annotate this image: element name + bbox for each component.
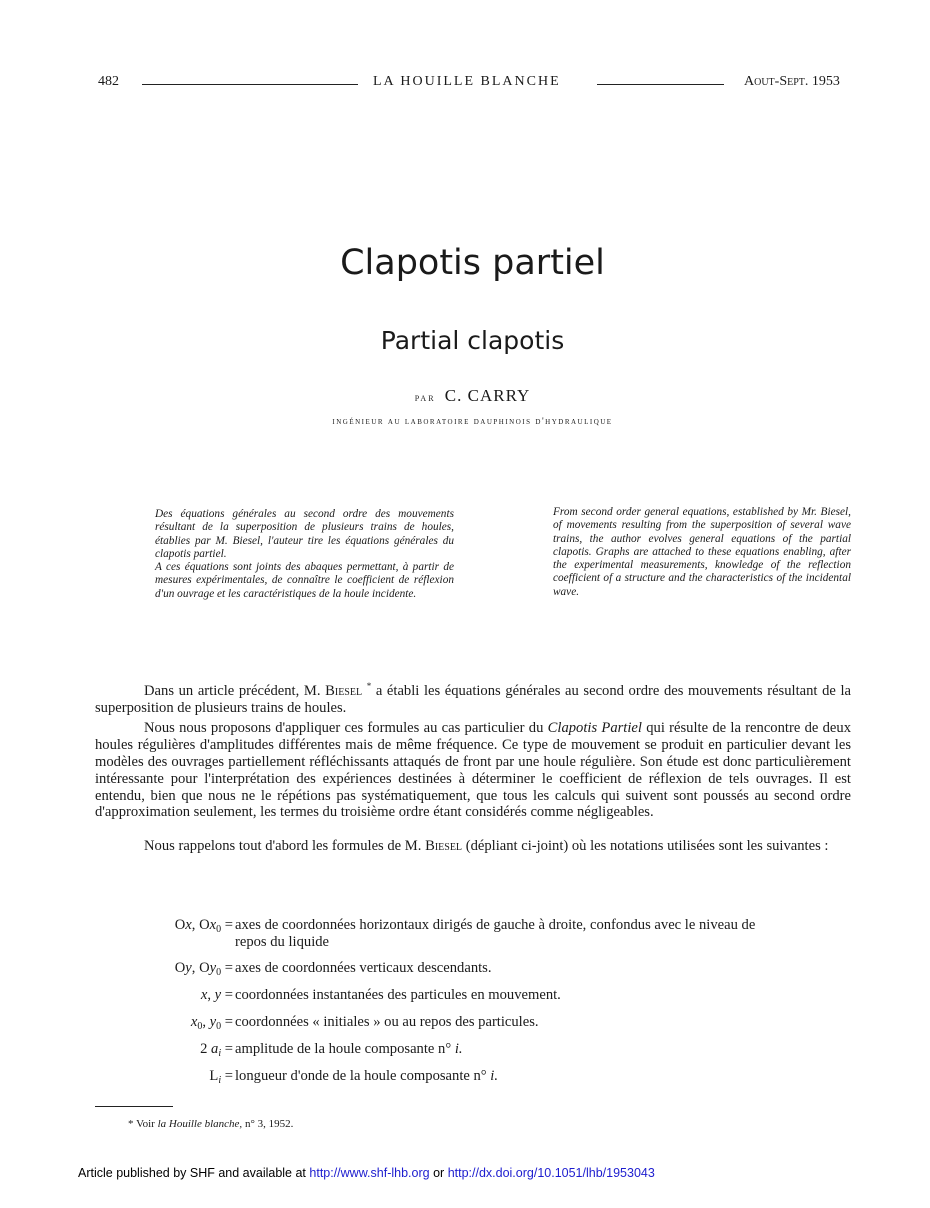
abstract-english: [553, 506, 851, 599]
notation-description: longueur d'onde de la houle composante n° i.: [235, 1068, 498, 1084]
journal-name: LA HOUILLE BLANCHE: [373, 74, 561, 89]
abstract-french-p1: Des équations générales au second ordre des mouvements résultant de la superposition de plusieurs trains de houles, établies par M. Biesel, l'auteur tire les équations générales du clapotis partiel.: [155, 508, 454, 560]
author-name: C. CARRY: [444, 386, 531, 405]
notation-description: coordonnées instantanées des particules en mouvement.: [235, 987, 561, 1003]
notation-list: [95, 917, 851, 1087]
notation-symbol: x, y =: [200, 987, 233, 1003]
footnote: * Voir la Houille blanche, n° 3, 1952.: [128, 1118, 294, 1130]
notation-description: coordonnées « initiales » ou au repos des particules.: [235, 1014, 539, 1030]
publication-note: Article published by SHF and available at http://www.shf-lhb.org or http://dx.doi.org/10.1051/lhb/1953043: [78, 1166, 655, 1180]
notation-symbol: 2 $a_i$ =: [200, 1041, 233, 1059]
term-clapotis-partiel: Clapotis Partiel: [547, 720, 642, 737]
notation-symbol: $L_i$ =: [209, 1068, 233, 1086]
notation-symbol: Oy, $Oy_0$ =: [174, 960, 233, 978]
abstract-english-text: From second order general equations, established by Mr. Biesel, of movements resulting from the superposition of several wave trains, the author evolves general equations of the partial clapotis. Graphs are attached to these equations enabling, after the experimental measurements, knowledge of the reflection coefficient of a structure and the characteristics of the incidental wave.: [553, 506, 851, 598]
notation-symbol: Ox, $Ox_0$ =: [174, 917, 233, 935]
article-subtitle: Partial clapotis: [380, 326, 565, 355]
page-number: 482: [98, 74, 119, 89]
journal-reference: la Houille blanche,: [157, 1118, 243, 1130]
abstract-french-p2: A ces équations sont joints des abaques permettant, à partir de mesures expérimentales, de connaître le coefficient de réflexion d'un ouvrage et les caractéristiques de la houle incidente.: [155, 561, 454, 600]
author-reference: Biesel: [325, 682, 363, 699]
doi-link[interactable]: http://dx.doi.org/10.1051/lhb/1953043: [447, 1166, 655, 1180]
author-prefix: par: [414, 390, 436, 404]
abstract-french: [155, 508, 454, 601]
issue-date: Aout-Sept. 1953: [744, 74, 840, 89]
paragraph-3: Nous rappelons tout d'abord les formules de M. Biesel (dépliant ci-joint) où les notations utilisées sont les suivantes :: [144, 838, 829, 855]
header-rule-left: [142, 84, 358, 85]
shf-link[interactable]: http://www.shf-lhb.org: [309, 1166, 430, 1180]
notation-symbol: $x_0$, $y_0$ =: [190, 1014, 233, 1032]
author-affiliation: ingénieur au laboratoire dauphinois d'hydraulique: [332, 417, 613, 427]
author-line: [0, 386, 930, 406]
author-reference: Biesel: [425, 838, 463, 855]
body-text: [95, 678, 851, 855]
footnote-marker: *: [366, 681, 372, 691]
paragraph-1: Dans un article précédent, M. Biesel * a établi les équations générales au second ordre des mouvements résultant de la superposition de plusieurs trains de houles.: [95, 681, 852, 716]
notation-description: axes de coordonnées horizontaux dirigés de gauche à droite, confondus avec le niveau de repos du liquide: [235, 917, 756, 950]
notation-description: amplitude de la houle composante n° i.: [235, 1041, 463, 1057]
header-rule-right: [597, 84, 724, 85]
article-title: Clapotis partiel: [340, 243, 605, 283]
notation-description: axes de coordonnées verticaux descendants.: [235, 960, 492, 976]
paragraph-2: Nous nous proposons d'appliquer ces formules au cas particulier du Clapotis Partiel qui résulte de la rencontre de deux houles régulières d'amplitudes différentes mais de même fréquence. Ce type de mouvement se produit en particulier devant les modèles des ouvrages partiellement réfléchissants attaqués de front par une houle régulière. Son étude est donc particulièrement intéressante pour l'interprétation des expériences destinées à déterminer le coefficient de réflexion de tels ouvrages. Il est entendu, bien que nous ne le répétions pas systématiquement, que tous les calculs qui suivent sont poussés au second ordre d'approximation seulement, les termes du troisième ordre étant considérés comme négligeables.: [95, 720, 851, 821]
footnote-rule: [95, 1106, 173, 1107]
